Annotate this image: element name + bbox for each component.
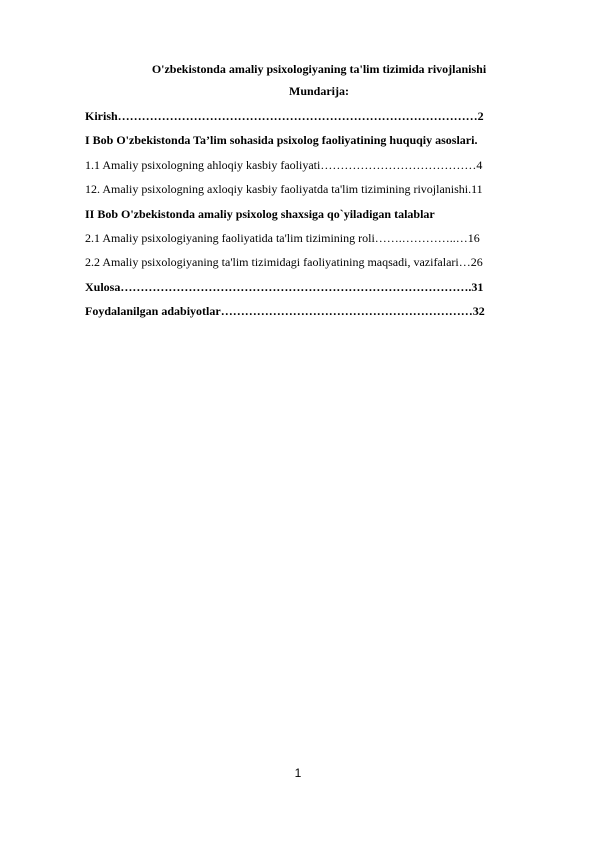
toc-entry-2-2: 2.2 Amaliy psixologiyaning ta'lim tizimidagi faoliyatining maqsadi, vazifalari…26 bbox=[85, 255, 483, 270]
page-number: 1 bbox=[294, 766, 302, 780]
toc-heading: Mundarija: bbox=[289, 84, 349, 98]
toc-entry-1-2: 12. Amaliy psixologning axloqiy kasbiy faoliyatda ta'lim tizimining rivojlanishi.11 bbox=[85, 182, 483, 197]
toc-entry-kirish: Kirish………………………………………………………………………………2 bbox=[85, 109, 484, 123]
toc-entry-chapter-2: II Bob O'zbekistonda amaliy psixolog shaxsiga qo`yiladigan talablar bbox=[85, 206, 435, 221]
toc-entry-adabiyotlar: Foydalanilgan adabiyotlar………………………………………………………32 bbox=[85, 304, 485, 319]
toc-entry-xulosa: Xulosa…………………………………………………………………………….31 bbox=[85, 279, 484, 294]
toc-entry-chapter-1: I Bob O'zbekistonda Ta’lim sohasida psixolog faoliyatining huquqiy asoslari. bbox=[85, 133, 478, 148]
toc-entry-1-1: 1.1 Amaliy psixologning ahloqiy kasbiy faoliyati…………………………………4 bbox=[85, 157, 483, 172]
table-of-contents bbox=[85, 104, 553, 324]
toc-entry-2-1: 2.1 Amaliy psixologiyaning faoliyatida ta'lim tizimining roli…….…………..…16 bbox=[85, 230, 480, 245]
document-title: O'zbekistonda amaliy psixologiyaning ta'lim tizimida rivojlanishi bbox=[151, 62, 487, 76]
